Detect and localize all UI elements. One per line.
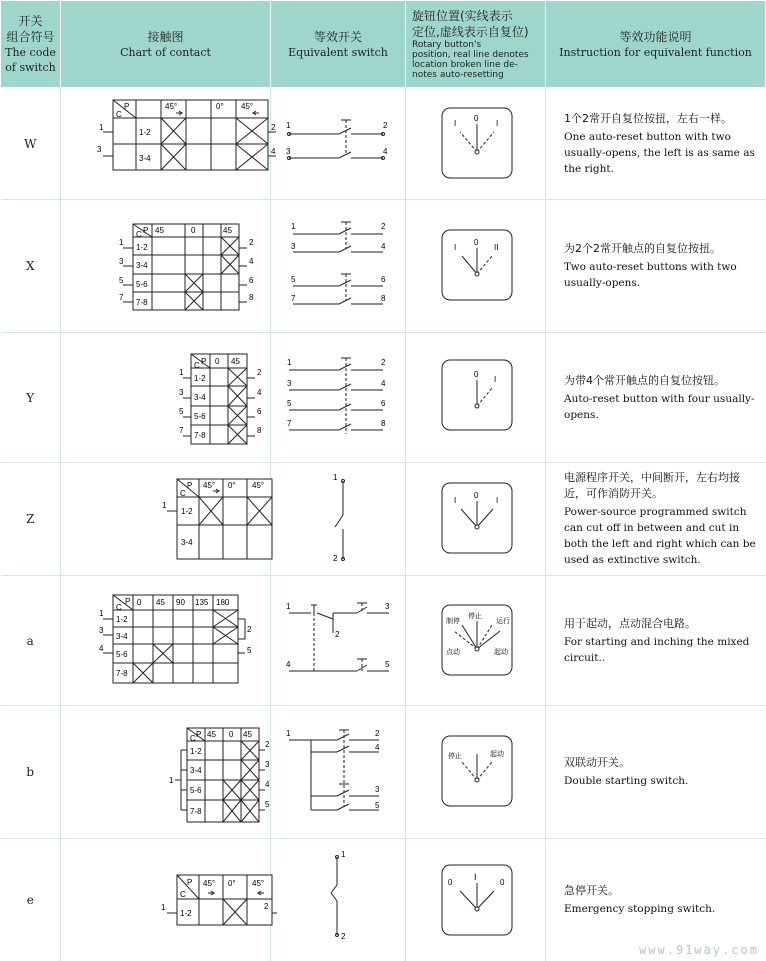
label-n2: 2 <box>247 624 252 634</box>
table-row <box>1 463 766 576</box>
label-56: 5-6 <box>136 280 148 289</box>
switch-code: Z <box>1 463 61 576</box>
label-12: 1-2 <box>116 614 128 624</box>
table-row <box>1 576 766 706</box>
label-n4: 4 <box>99 643 104 653</box>
eq-n3: 3 <box>375 785 380 794</box>
eq-n5: 5 <box>291 275 296 284</box>
dial-I: I <box>454 243 457 252</box>
label-12: 1-2 <box>181 507 193 516</box>
eq-n5: 5 <box>287 398 292 408</box>
label-0: 0° <box>228 481 236 490</box>
header-code-en-a: The code <box>5 46 56 59</box>
label-34: 3-4 <box>139 153 151 163</box>
label-45: 45 <box>155 226 164 235</box>
label-n1: 1 <box>99 608 104 618</box>
equivalent-switch-z <box>271 465 406 569</box>
equivalent-switch-w <box>271 92 406 192</box>
header-instruction-en: Instruction for equivalent function <box>559 45 752 59</box>
label-0: 0 <box>137 597 142 607</box>
eq-n1: 1 <box>286 729 291 738</box>
label-0: 0° <box>216 101 224 111</box>
header-code <box>1 1 61 88</box>
dial-0: 0 <box>474 113 479 123</box>
label-12: 1-2 <box>136 243 148 252</box>
equivalent-switch <box>271 463 406 576</box>
eq-n2: 2 <box>383 120 388 130</box>
switch-code: e <box>1 839 61 961</box>
label-n3: 3 <box>97 144 102 154</box>
eq-n2: 2 <box>381 357 386 367</box>
rotary-dial-y <box>406 336 546 456</box>
label-56: 5-6 <box>194 411 206 421</box>
eq-n6: 6 <box>381 275 386 284</box>
table-row <box>1 706 766 839</box>
rotary-dial-w <box>406 92 546 192</box>
label-n4: 4 <box>257 387 262 397</box>
contact-chart-y <box>61 336 271 456</box>
contact-chart <box>61 333 271 463</box>
header-rotary <box>406 1 546 88</box>
label-n5: 5 <box>119 276 124 285</box>
header-code-en-b: of switch <box>5 61 56 74</box>
label-n4: 4 <box>265 780 270 789</box>
label-n1: 1 <box>119 238 124 247</box>
eq-n8: 8 <box>381 294 386 303</box>
rotary-position <box>406 706 546 839</box>
label-n5: 5 <box>179 406 184 416</box>
instruction-en: Two auto-reset buttons with two usually-opens. <box>564 261 737 289</box>
dial-I: I <box>474 871 477 882</box>
instruction-en: For starting and inching the mixed circuit.. <box>564 635 750 664</box>
label-12: 1-2 <box>139 127 151 137</box>
equivalent-switch <box>271 706 406 839</box>
table-row <box>1 88 766 200</box>
instruction <box>546 200 766 333</box>
instruction-en: Power-source programmed switch can cut off in between and cut in both the left and right which can be used as extinctive switch. <box>564 506 756 566</box>
instruction-en: Emergency stopping switch. <box>564 902 716 915</box>
label-78: 7-8 <box>136 298 148 307</box>
instruction-cn: 为带4个常开触点的自复位按钮。 <box>564 373 725 387</box>
rotary-dial-x <box>406 204 546 324</box>
label-45b: 45° <box>252 481 265 490</box>
dial-0: 0 <box>448 877 453 887</box>
dial-I2: I <box>496 118 499 128</box>
equivalent-switch-x <box>271 204 406 324</box>
contact-chart-z <box>61 465 271 569</box>
label-c: C <box>180 489 186 498</box>
contact-chart <box>61 200 271 333</box>
instruction-en: One auto-reset button with two usually-opens, the left is as same as the right. <box>564 130 755 175</box>
label-45: 45° <box>203 878 216 888</box>
contact-chart-b <box>61 710 271 830</box>
contact-chart-w <box>61 92 276 192</box>
contact-chart-x <box>61 204 271 324</box>
label-n1: 1 <box>162 501 167 510</box>
label-12: 1-2 <box>190 747 202 756</box>
eq-n4: 4 <box>381 378 386 388</box>
header-equivalent-en: Equivalent switch <box>288 45 388 59</box>
rotary-position <box>406 463 546 576</box>
label-n6: 6 <box>249 276 254 285</box>
header-rotary-en-c: location broken line de- <box>412 60 518 70</box>
label-78: 7-8 <box>190 807 202 816</box>
eq-n1: 1 <box>341 849 346 859</box>
equivalent-switch-e <box>271 843 406 953</box>
label-n4: 4 <box>271 146 276 156</box>
eq-n4: 4 <box>286 659 291 669</box>
dial-0b: 0 <box>500 877 505 887</box>
label-n3: 3 <box>265 760 270 769</box>
header-instruction-cn: 等效功能说明 <box>619 29 692 44</box>
rotary-position <box>406 88 546 200</box>
label-n7: 7 <box>119 293 124 302</box>
instruction <box>546 576 766 706</box>
eq-n2: 2 <box>381 222 386 231</box>
dial-stop: 停止 <box>448 753 462 760</box>
eq-n5: 5 <box>385 659 390 669</box>
label-c: C <box>116 109 122 119</box>
label-56: 5-6 <box>190 786 202 795</box>
label-135: 135 <box>195 597 209 607</box>
label-n2: 2 <box>265 740 270 749</box>
contact-chart <box>61 839 271 961</box>
eq-n3: 3 <box>291 242 296 251</box>
instruction <box>546 706 766 839</box>
eq-n2: 2 <box>375 729 380 738</box>
equivalent-switch <box>271 576 406 706</box>
label-n2: 2 <box>271 122 276 132</box>
label-p: P <box>125 596 131 606</box>
header-code-cn-b: 组合符号 <box>6 30 55 44</box>
dial-start: 起动 <box>490 751 504 758</box>
label-45: 45 <box>207 730 216 739</box>
header-rotary-en-b: position, real line denotes <box>412 50 529 60</box>
label-n1: 1 <box>99 122 104 132</box>
label-c: C <box>194 360 200 370</box>
eq-n3: 3 <box>286 146 291 156</box>
label-56: 5-6 <box>116 649 128 659</box>
label-n1: 1 <box>169 776 174 785</box>
eq-n1: 1 <box>287 357 292 367</box>
label-n3: 3 <box>99 625 104 635</box>
label-12: 1-2 <box>180 908 192 918</box>
label-p: P <box>201 356 207 366</box>
header-code-cn-a: 开关 <box>18 14 43 28</box>
equivalent-switch-b <box>271 710 406 830</box>
instruction-cn: 双联动开关。 <box>564 756 630 769</box>
label-n2: 2 <box>257 367 262 377</box>
header-equivalent <box>271 1 406 88</box>
label-0: 0° <box>228 878 236 888</box>
switch-code: W <box>1 88 61 200</box>
switch-code: X <box>1 200 61 333</box>
label-12: 1-2 <box>194 373 206 383</box>
label-34: 3-4 <box>116 631 128 641</box>
instruction <box>546 88 766 200</box>
rotary-dial-z <box>406 465 546 569</box>
label-n8: 8 <box>257 425 262 435</box>
rotary-position <box>406 333 546 463</box>
label-p: P <box>124 101 130 111</box>
label-n3: 3 <box>119 257 124 266</box>
eq-n1: 1 <box>286 120 291 130</box>
label-n3: 3 <box>179 387 184 397</box>
label-45: 45 <box>156 597 165 607</box>
instruction <box>546 333 766 463</box>
eq-n7: 7 <box>291 294 296 303</box>
label-34: 3-4 <box>181 538 193 547</box>
label-p: P <box>143 226 149 235</box>
label-45: 45 <box>231 356 240 366</box>
eq-n1: 1 <box>291 222 296 231</box>
eq-n4: 4 <box>383 146 388 156</box>
label-n1: 1 <box>179 367 184 377</box>
rotary-dial-b <box>406 710 546 830</box>
label-180: 180 <box>216 597 230 607</box>
label-45b: 45 <box>223 226 232 235</box>
watermark: www.91way.com <box>639 943 759 957</box>
label-0: 0 <box>215 356 220 366</box>
rotary-position <box>406 200 546 333</box>
label-p: P <box>187 481 193 490</box>
instruction-cn: 用于起动，点动混合电路。 <box>564 616 696 630</box>
dial-I2: I <box>496 496 499 505</box>
eq-n3: 3 <box>287 378 292 388</box>
dial-start: 起动 <box>494 648 508 656</box>
contact-chart-e <box>61 843 271 953</box>
instruction-cn: 为2个2常开触点的自复位按扭。 <box>564 242 721 255</box>
table-row <box>1 200 766 333</box>
dial-brake: 制停 <box>446 617 460 625</box>
label-n5: 5 <box>265 800 270 809</box>
label-n4: 4 <box>249 257 254 266</box>
label-78: 7-8 <box>194 430 206 440</box>
rotary-dial-e <box>406 843 546 953</box>
dial-run: 运行 <box>496 617 510 625</box>
dial-inch: 点动 <box>446 648 460 656</box>
instruction-cn: 电源程序开关，中间断开，左右均接近，可作消防开关。 <box>564 471 740 500</box>
eq-n1: 1 <box>333 473 338 482</box>
label-c: C <box>116 602 122 612</box>
switch-code: Y <box>1 333 61 463</box>
equivalent-switch-a <box>271 579 406 699</box>
eq-n7: 7 <box>287 418 292 428</box>
contact-chart <box>61 463 271 576</box>
eq-n1: 1 <box>286 601 291 611</box>
header-row <box>1 1 766 88</box>
contact-chart <box>61 88 276 200</box>
label-n8: 8 <box>249 293 254 302</box>
header-equivalent-cn: 等效开关 <box>313 29 362 44</box>
eq-n2: 2 <box>335 629 340 639</box>
eq-n2: 2 <box>341 931 346 941</box>
label-p: P <box>187 877 193 887</box>
label-90: 90 <box>176 597 185 607</box>
header-rotary-en-a: Rotary button's <box>412 40 482 50</box>
instruction-en: Auto-reset button with four usually-opens. <box>564 392 755 421</box>
dial-0: 0 <box>474 238 479 247</box>
label-n6: 6 <box>257 406 262 416</box>
header-rotary-en-d: notes auto-resetting <box>412 70 504 80</box>
header-chart-cn: 接触图 <box>147 29 184 44</box>
rotary-dial-a <box>406 579 546 699</box>
label-45: 45° <box>165 101 178 111</box>
label-45b: 45° <box>252 878 265 888</box>
eq-n8: 8 <box>381 418 386 428</box>
table-row <box>1 333 766 463</box>
eq-n4: 4 <box>381 242 386 251</box>
instruction-cn: 急停开关。 <box>564 883 619 897</box>
header-instruction <box>546 1 766 88</box>
equivalent-switch <box>271 839 406 961</box>
eq-n5: 5 <box>375 801 380 810</box>
label-n2: 2 <box>249 238 254 247</box>
switch-code: b <box>1 706 61 839</box>
switch-code: a <box>1 576 61 706</box>
eq-n2: 2 <box>333 554 338 563</box>
equivalent-switch <box>271 200 406 333</box>
label-78: 7-8 <box>116 668 128 678</box>
dial-I: I <box>494 374 497 384</box>
label-0: 0 <box>191 226 196 235</box>
contact-chart <box>61 706 271 839</box>
label-34: 3-4 <box>136 261 148 270</box>
label-n1: 1 <box>161 902 166 912</box>
label-45: 45° <box>203 481 216 490</box>
equivalent-switch <box>271 333 406 463</box>
label-n2: 2 <box>264 901 269 911</box>
label-c: C <box>136 230 142 239</box>
header-chart-en: Chart of contact <box>120 45 211 59</box>
label-45b: 45 <box>243 730 252 739</box>
contact-chart-a <box>61 579 271 699</box>
dial-I: I <box>454 118 457 128</box>
label-c: C <box>180 889 186 899</box>
eq-n3: 3 <box>385 601 390 611</box>
equivalent-switch-y <box>271 336 406 456</box>
label-34: 3-4 <box>190 766 202 775</box>
dial-II: II <box>494 243 499 252</box>
rotary-position <box>406 839 546 961</box>
instruction <box>546 463 766 576</box>
equivalent-switch <box>271 88 406 200</box>
dial-0: 0 <box>474 369 479 379</box>
dial-stop: 停止 <box>468 612 482 620</box>
label-p: P <box>196 730 202 739</box>
label-34: 3-4 <box>194 392 206 402</box>
label-n5: 5 <box>247 645 252 655</box>
instruction-cn: 1个2常开自复位按扭，左右一样。 <box>564 111 732 125</box>
eq-n6: 6 <box>381 398 386 408</box>
header-rotary-cn-a: 旋钮位置(实线表示 <box>412 9 513 23</box>
label-c: C <box>190 734 196 743</box>
header-rotary-cn-b: 定位,虚线表示自复位) <box>412 25 529 39</box>
label-45b: 45° <box>241 101 254 111</box>
dial-I: I <box>454 496 457 505</box>
contact-chart <box>61 576 271 706</box>
header-chart <box>61 1 271 88</box>
label-0: 0 <box>229 730 234 739</box>
label-n7: 7 <box>179 425 184 435</box>
instruction-en: Double starting switch. <box>564 775 689 787</box>
rotary-position <box>406 576 546 706</box>
dial-0: 0 <box>474 491 479 500</box>
eq-n4: 4 <box>375 743 380 752</box>
